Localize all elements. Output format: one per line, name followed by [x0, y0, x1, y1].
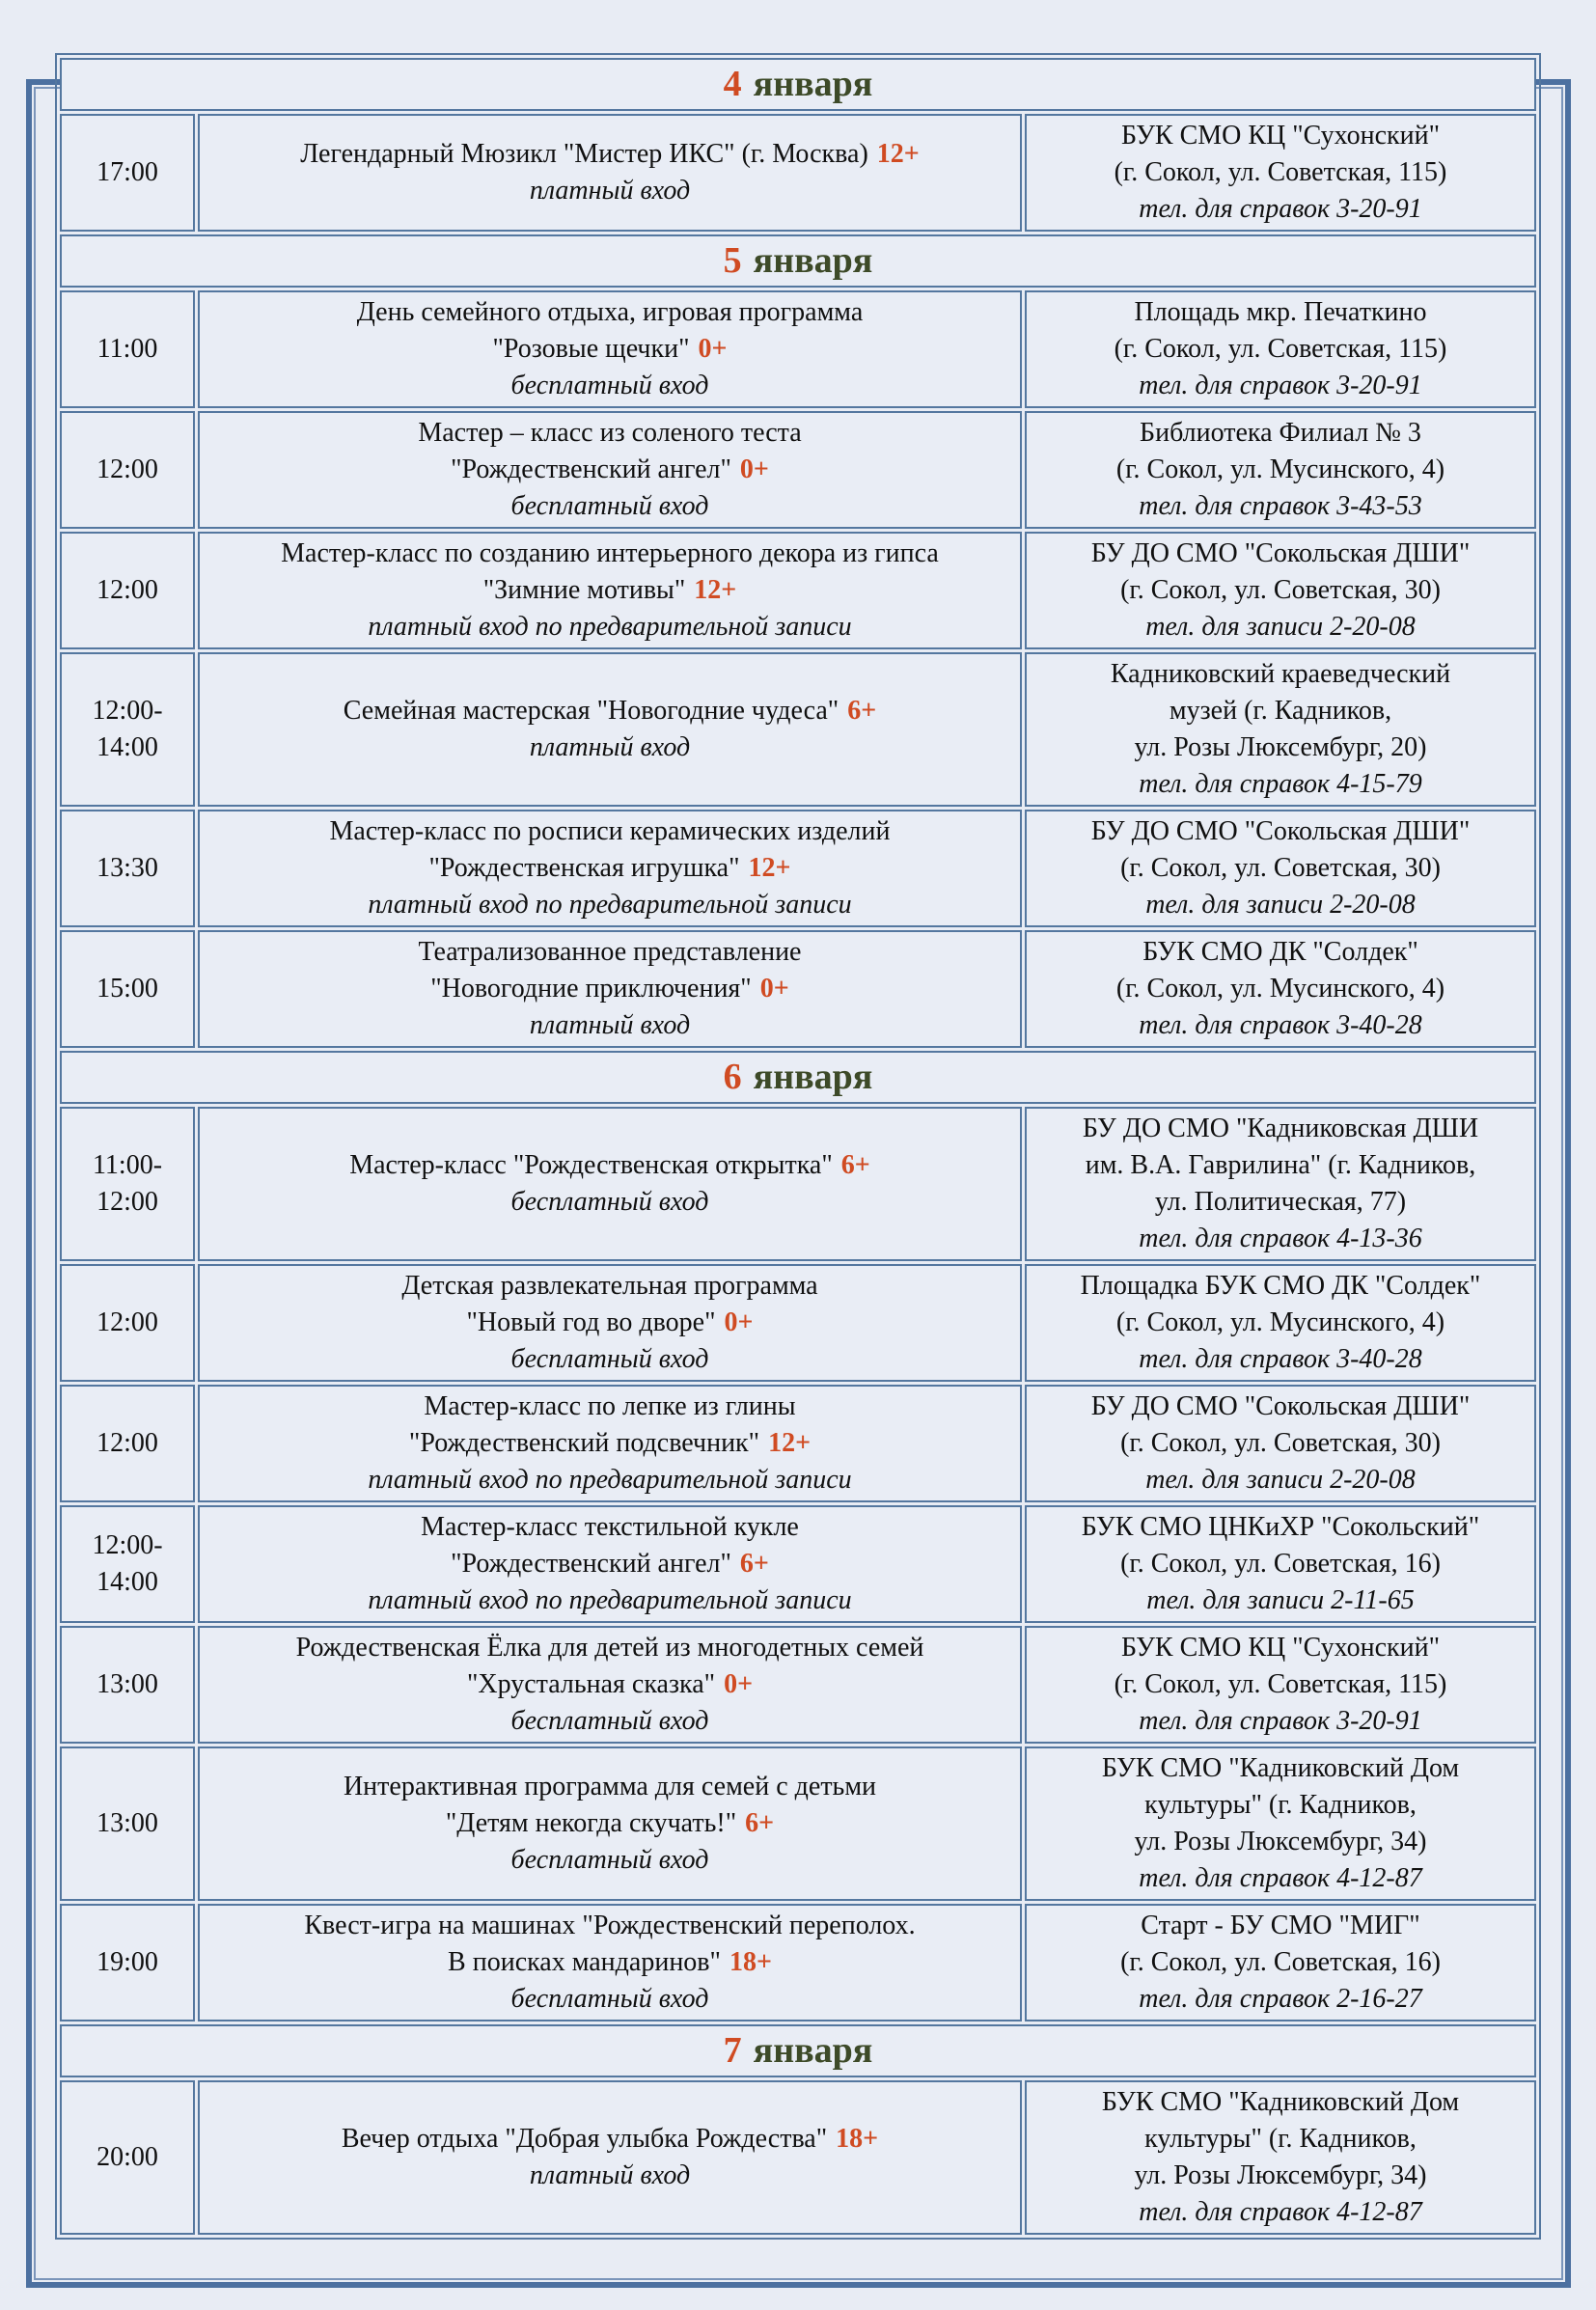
event-title-text: "Рождественская игрушка": [428, 853, 740, 883]
entry-note: бесплатный вход: [510, 1344, 709, 1374]
entry-note: платный вход по предварительной записи: [368, 1585, 852, 1615]
event-title-text: "Розовые щечки": [492, 334, 690, 364]
event-location: [1025, 1505, 1536, 1623]
event-title-line: [209, 693, 1010, 729]
event-title-line: [209, 536, 1010, 572]
event-description: [198, 1505, 1022, 1623]
location-line: (г. Сокол, ул. Мусинского, 4): [1115, 974, 1445, 1004]
event-row: [60, 930, 1536, 1048]
date-number: 4: [723, 64, 742, 104]
entry-note: бесплатный вход: [510, 1706, 709, 1736]
event-title-line: [209, 1305, 1010, 1341]
location-line: ул. Розы Люксембург, 34): [1134, 2160, 1427, 2190]
event-title-text: Мастер-класс по лепке из глины: [424, 1391, 796, 1421]
event-description: [198, 930, 1022, 1048]
event-title-line: [209, 1630, 1010, 1666]
location-line: БУК СМО "Кадниковский Дом: [1101, 2087, 1460, 2117]
event-time: 15:00: [60, 930, 195, 1048]
date-number: 5: [723, 240, 742, 281]
event-time: 12:00-14:00: [60, 652, 195, 807]
location-line: Старт - БУ СМО "МИГ": [1141, 1911, 1420, 1940]
event-location: [1025, 930, 1536, 1048]
event-title-line: [209, 294, 1010, 331]
location-line: (г. Сокол, ул. Советская, 30): [1120, 575, 1441, 605]
event-description: [198, 652, 1022, 807]
location-line: БУК СМО ДК "Солдек": [1142, 937, 1418, 967]
age-badge: 12+: [748, 853, 791, 883]
age-badge: 0+: [698, 334, 728, 364]
location-line: (г. Сокол, ул. Советская, 115): [1114, 334, 1447, 364]
event-location: [1025, 114, 1536, 232]
event-time: 13:00: [60, 1746, 195, 1901]
event-title-line: [209, 1769, 1010, 1805]
schedule-page: [0, 53, 1596, 2310]
event-location: [1025, 652, 1536, 807]
event-title-text: "Рождественский подсвечник": [408, 1428, 760, 1458]
entry-note: платный вход по предварительной записи: [368, 890, 852, 920]
event-title-text: Мастер-класс "Рождественская открытка": [349, 1150, 833, 1180]
location-line: им. В.А. Гаврилина" (г. Кадников,: [1085, 1150, 1476, 1180]
event-title-text: Театрализованное представление: [418, 937, 802, 967]
event-title-line: [209, 1805, 1010, 1842]
entry-note: платный вход: [529, 1010, 691, 1040]
event-description: [198, 411, 1022, 529]
event-location: [1025, 1626, 1536, 1744]
event-title-line: [209, 331, 1010, 368]
location-line: БУК СМО КЦ "Сухонский": [1120, 121, 1441, 151]
event-description: [198, 1264, 1022, 1382]
event-time: 12:00: [60, 532, 195, 649]
entry-note: платный вход по предварительной записи: [368, 1465, 852, 1495]
day-header-row: [60, 58, 1536, 111]
event-row: [60, 290, 1536, 408]
event-time: 13:00: [60, 1626, 195, 1744]
event-row: [60, 1385, 1536, 1502]
age-badge: 0+: [759, 974, 789, 1004]
event-row: [60, 114, 1536, 232]
age-badge: 0+: [724, 1307, 754, 1337]
phone-line: тел. для справок 4-13-36: [1139, 1224, 1422, 1253]
location-line: БУК СМО КЦ "Сухонский": [1120, 1633, 1441, 1663]
schedule-table: [55, 53, 1541, 2240]
event-row: [60, 1107, 1536, 1261]
event-title-line: [209, 2121, 1010, 2158]
event-description: [198, 1626, 1022, 1744]
event-title-text: "Детям некогда скучать!": [445, 1808, 737, 1838]
entry-note: платный вход: [529, 176, 691, 206]
day-header-cell: [60, 2024, 1536, 2077]
location-line: (г. Сокол, ул. Советская, 16): [1120, 1947, 1441, 1977]
entry-note: платный вход по предварительной записи: [368, 612, 852, 642]
day-header-row: [60, 2024, 1536, 2077]
phone-line: тел. для справок 3-20-91: [1139, 371, 1422, 400]
age-badge: 6+: [847, 696, 877, 726]
entry-note: бесплатный вход: [510, 371, 709, 400]
event-description: [198, 290, 1022, 408]
event-description: [198, 1107, 1022, 1261]
entry-note: платный вход: [529, 732, 691, 762]
location-line: (г. Сокол, ул. Советская, 115): [1114, 1669, 1447, 1699]
event-title-text: "Зимние мотивы": [482, 575, 686, 605]
date-month: января: [753, 2030, 873, 2071]
location-line: (г. Сокол, ул. Советская, 16): [1120, 1549, 1441, 1579]
event-description: [198, 1746, 1022, 1901]
event-row: [60, 1626, 1536, 1744]
date-month: января: [753, 64, 873, 104]
location-line: БУ ДО СМО "Сокольская ДШИ": [1090, 1391, 1471, 1421]
entry-note: бесплатный вход: [510, 1845, 709, 1875]
location-line: культуры" (г. Кадников,: [1144, 1790, 1417, 1820]
event-title-line: [209, 136, 1010, 173]
location-line: БУ ДО СМО "Сокольская ДШИ": [1090, 538, 1471, 568]
event-time: 13:30: [60, 810, 195, 927]
entry-note: бесплатный вход: [510, 491, 709, 521]
event-description: [198, 114, 1022, 232]
event-row: [60, 1264, 1536, 1382]
location-line: (г. Сокол, ул. Советская, 30): [1120, 1428, 1441, 1458]
event-title-text: Мастер-класс по росписи керамических изделий: [329, 816, 891, 846]
location-line: Площадка БУК СМО ДК "Солдек": [1080, 1271, 1481, 1301]
date-number: 6: [723, 1057, 742, 1097]
event-time: 11:00: [60, 290, 195, 408]
event-title-text: Детская развлекательная программа: [401, 1271, 818, 1301]
event-title-text: Мастер – класс из соленого теста: [418, 418, 802, 448]
event-title-line: [209, 452, 1010, 488]
event-title-line: [209, 1666, 1010, 1703]
phone-line: тел. для справок 3-40-28: [1139, 1010, 1422, 1040]
event-title-text: "Рождественский ангел": [451, 1549, 731, 1579]
event-title-line: [209, 572, 1010, 609]
phone-line: тел. для справок 3-40-28: [1139, 1344, 1422, 1374]
age-badge: 12+: [694, 575, 737, 605]
location-line: ул. Розы Люксембург, 20): [1134, 732, 1427, 762]
age-badge: 12+: [768, 1428, 812, 1458]
event-title-text: Интерактивная программа для семей с детьми: [343, 1772, 877, 1801]
location-line: Кадниковский краеведческий: [1110, 659, 1451, 689]
event-title-text: "Новогодние приключения": [430, 974, 752, 1004]
event-title-text: День семейного отдыха, игровая программа: [356, 297, 864, 327]
entry-note: бесплатный вход: [510, 1187, 709, 1217]
location-line: (г. Сокол, ул. Советская, 115): [1114, 157, 1447, 187]
age-badge: 6+: [745, 1808, 775, 1838]
day-header-cell: [60, 234, 1536, 288]
location-line: БУ ДО СМО "Сокольская ДШИ": [1090, 816, 1471, 846]
event-location: [1025, 1107, 1536, 1261]
phone-line: тел. для справок 3-43-53: [1139, 491, 1422, 521]
event-location: [1025, 1264, 1536, 1382]
location-line: Библиотека Филиал № 3: [1140, 418, 1421, 448]
location-line: музей (г. Кадников,: [1169, 696, 1392, 726]
age-badge: 0+: [724, 1669, 754, 1699]
event-time: 12:00: [60, 1264, 195, 1382]
phone-line: тел. для записи 2-20-08: [1145, 612, 1416, 642]
day-header-cell: [60, 1051, 1536, 1104]
event-row: [60, 411, 1536, 529]
event-title-line: [209, 1389, 1010, 1425]
event-location: [1025, 2080, 1536, 2235]
phone-line: тел. для справок 3-20-91: [1139, 1706, 1422, 1736]
age-badge: 12+: [876, 139, 920, 169]
phone-line: тел. для справок 4-12-87: [1139, 2197, 1422, 2227]
event-location: [1025, 290, 1536, 408]
event-location: [1025, 1904, 1536, 2021]
event-title-line: [209, 934, 1010, 971]
event-title-line: [209, 1425, 1010, 1462]
phone-line: тел. для записи 2-20-08: [1145, 1465, 1416, 1495]
day-header-cell: [60, 58, 1536, 111]
phone-line: тел. для справок 3-20-91: [1139, 194, 1422, 224]
phone-line: тел. для записи 2-20-08: [1145, 890, 1416, 920]
event-time: 12:00: [60, 411, 195, 529]
event-description: [198, 532, 1022, 649]
event-title-text: Легендарный Мюзикл "Мистер ИКС" (г. Москва): [300, 139, 868, 169]
phone-line: тел. для справок 4-12-87: [1139, 1863, 1422, 1893]
event-row: [60, 532, 1536, 649]
location-line: БУК СМО ЦНКиХР "Сокольский": [1081, 1512, 1480, 1542]
event-title-line: [209, 415, 1010, 452]
day-header-row: [60, 234, 1536, 288]
location-line: ул. Розы Люксембург, 34): [1134, 1827, 1427, 1856]
event-title-line: [209, 1944, 1010, 1981]
event-title-text: Вечер отдыха "Добрая улыбка Рождества": [341, 2124, 828, 2154]
event-time: 11:00-12:00: [60, 1107, 195, 1261]
location-line: ул. Политическая, 77): [1154, 1187, 1407, 1217]
event-title-text: Семейная мастерская "Новогодние чудеса": [343, 696, 839, 726]
event-description: [198, 810, 1022, 927]
event-title-line: [209, 1908, 1010, 1944]
event-title-text: Мастер-класс текстильной кукле: [421, 1512, 799, 1542]
phone-line: тел. для записи 2-11-65: [1146, 1585, 1415, 1615]
event-row: [60, 810, 1536, 927]
event-description: [198, 2080, 1022, 2235]
location-line: культуры" (г. Кадников,: [1144, 2124, 1417, 2154]
event-title-text: "Рождественский ангел": [451, 454, 731, 484]
event-time: 17:00: [60, 114, 195, 232]
event-title-text: "Новый год во дворе": [466, 1307, 716, 1337]
event-title-line: [209, 1147, 1010, 1184]
date-month: января: [753, 1057, 873, 1097]
event-title-line: [209, 1546, 1010, 1582]
location-line: (г. Сокол, ул. Мусинского, 4): [1115, 1307, 1445, 1337]
location-line: БУ ДО СМО "Кадниковская ДШИ: [1082, 1114, 1479, 1143]
day-header-row: [60, 1051, 1536, 1104]
location-line: БУК СМО "Кадниковский Дом: [1101, 1753, 1460, 1783]
event-title-text: "Хрустальная сказка": [466, 1669, 716, 1699]
age-badge: 6+: [739, 1549, 769, 1579]
event-title-line: [209, 1509, 1010, 1546]
event-location: [1025, 532, 1536, 649]
event-title-text: Мастер-класс по созданию интерьерного декора из гипса: [281, 538, 939, 568]
event-row: [60, 1904, 1536, 2021]
age-badge: 0+: [739, 454, 769, 484]
event-location: [1025, 810, 1536, 927]
event-row: [60, 1505, 1536, 1623]
event-title-text: Рождественская Ёлка для детей из многодетных семей: [295, 1633, 924, 1663]
event-row: [60, 2080, 1536, 2235]
event-title-line: [209, 971, 1010, 1007]
event-time: 20:00: [60, 2080, 195, 2235]
phone-line: тел. для справок 2-16-27: [1139, 1984, 1422, 2014]
age-badge: 18+: [729, 1947, 772, 1977]
event-description: [198, 1904, 1022, 2021]
event-row: [60, 1746, 1536, 1901]
event-location: [1025, 1385, 1536, 1502]
age-badge: 18+: [836, 2124, 879, 2154]
location-line: (г. Сокол, ул. Мусинского, 4): [1115, 454, 1445, 484]
event-title-line: [209, 850, 1010, 887]
location-line: (г. Сокол, ул. Советская, 30): [1120, 853, 1441, 883]
phone-line: тел. для справок 4-15-79: [1139, 769, 1422, 799]
entry-note: бесплатный вход: [510, 1984, 709, 2014]
event-title-text: В поисках мандаринов": [448, 1947, 721, 1977]
event-description: [198, 1385, 1022, 1502]
age-badge: 6+: [840, 1150, 870, 1180]
event-location: [1025, 411, 1536, 529]
event-location: [1025, 1746, 1536, 1901]
entry-note: платный вход: [529, 2160, 691, 2190]
event-time: 12:00: [60, 1385, 195, 1502]
date-number: 7: [723, 2030, 742, 2071]
location-line: Площадь мкр. Печаткино: [1134, 297, 1427, 327]
date-month: января: [753, 240, 873, 281]
event-title-text: Квест-игра на машинах "Рождественский переполох.: [304, 1911, 916, 1940]
event-row: [60, 652, 1536, 807]
event-time: 12:00-14:00: [60, 1505, 195, 1623]
event-title-line: [209, 1268, 1010, 1305]
event-title-line: [209, 813, 1010, 850]
event-time: 19:00: [60, 1904, 195, 2021]
